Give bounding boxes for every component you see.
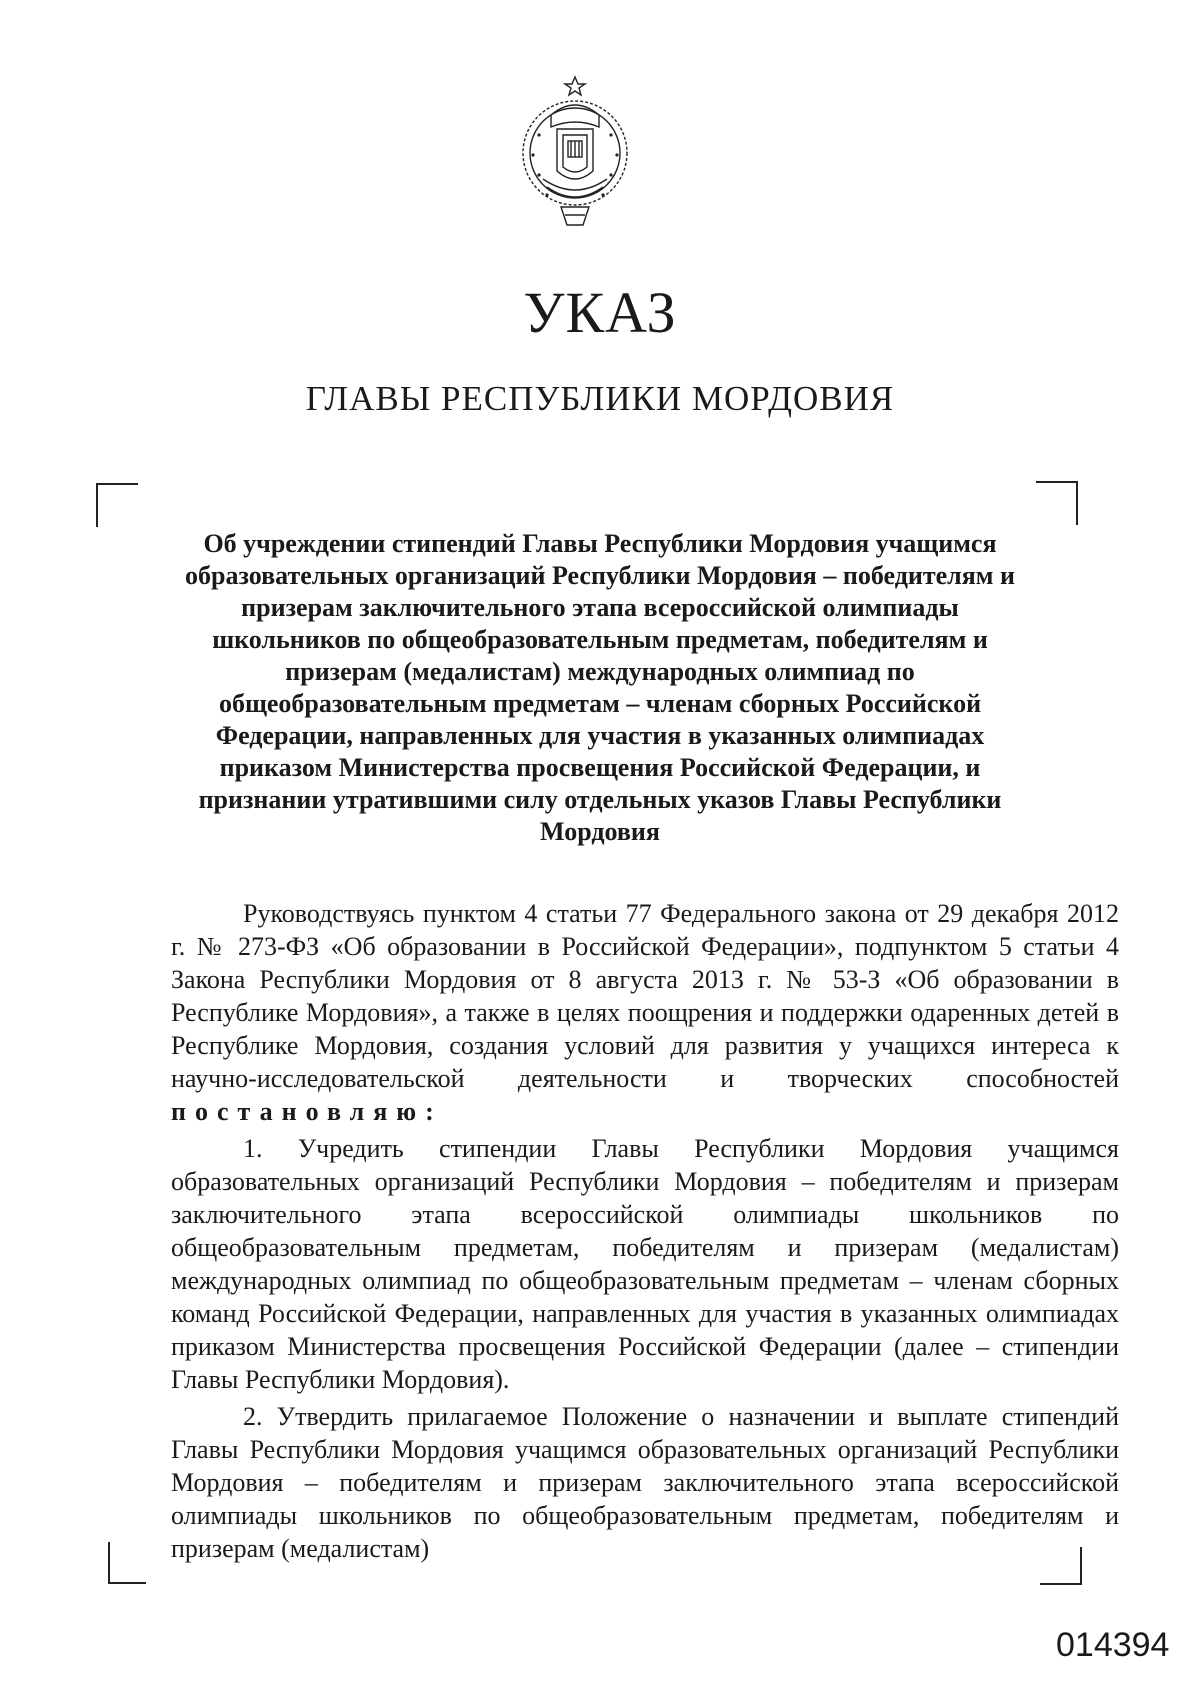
corner-bracket-top-right (1036, 481, 1078, 525)
issuer-heading: ГЛАВЫ РЕСПУБЛИКИ МОРДОВИЯ (305, 379, 895, 418)
decree-word: постановляю: (171, 1097, 443, 1126)
document-body (171, 897, 1119, 1569)
item-1-paragraph: 1. Учредить стипендии Главы Республики Мордовия учащимся образовательных организаций Республики Мордовия – победителям и призерам заключительного этапа всероссийской олимпиады школьников по общеобразовательным предметам, победителям и призерам (медалистам) международных олимпиад по общеобразовательным предметам – членам сборных команд Российской Федерации, направленных для участия в указанных олимпиадах приказом Министерства просвещения Российской Федерации (далее – стипендии Главы Республики Мордовия). (171, 1134, 1119, 1394)
preamble-paragraph (171, 897, 1119, 1128)
corner-bracket-top-left (96, 483, 138, 527)
item-2-paragraph: 2. Утвердить прилагаемое Положение о назначении и выплате стипендий Главы Республики Мордовия учащимся образовательных организаций Республики Мордовия – победителям и призерам заключительного этапа всероссийской олимпиады школьников по общеобразовательным предметам, победителям и призерам (медалистам) (171, 1402, 1119, 1563)
document-number: 014394 (1056, 1626, 1170, 1664)
coat-of-arms-icon (517, 75, 633, 229)
document-title: Об учреждении стипендий Главы Республики Мордовия учащимся образовательных организаций Республики Мордовия – победителям и призерам заключительного этапа всероссийской олимпиады школьников по общеобразовательным предметам, победителям и призерам (медалистам) международных олимпиад по общеобразовательным предметам – членам сборных Российской Федерации, направленных для участия в указанных олимпиадах приказом Министерства просвещения Российской Федерации, и признании утратившими силу отдельных указов Главы Республики Мордовия (184, 529, 1015, 846)
preamble-text: Руководствуясь пунктом 4 статьи 77 Федерального закона от 29 декабря 2012 г. № 273-ФЗ «Об образовании в Российской Федерации», подпунктом 5 статьи 4 Закона Республики Мордовия от 8 августа 2013 г. № 53-З «Об образовании в Республике Мордовия», а также в целях поощрения и поддержки одаренных детей в Республике Мордовия, создания условий для развития у учащихся интереса к научно-исследовательской деятельности и творческих способностей (171, 899, 1119, 1093)
document-type-heading: УКАЗ (523, 280, 677, 345)
corner-bracket-bottom-left (108, 1542, 146, 1584)
